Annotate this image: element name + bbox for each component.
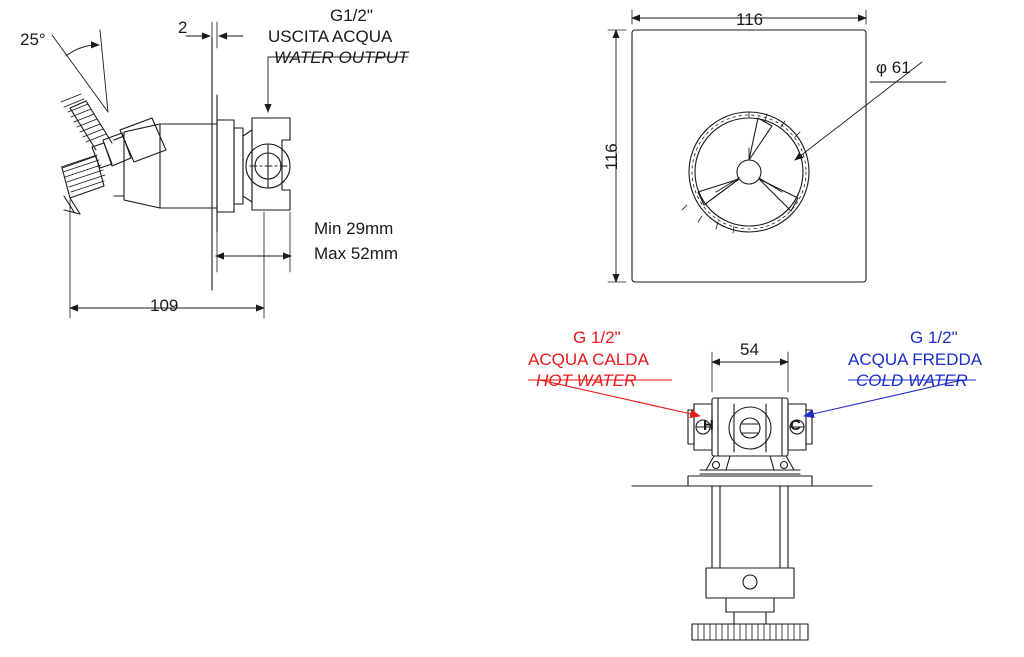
hot-thread-label: G 1/2" — [573, 328, 621, 347]
cold-label-en: COLD WATER — [856, 371, 968, 390]
outlet-label-it: USCITA ACQUA — [268, 27, 393, 46]
plate-width-label: 116 — [736, 10, 764, 29]
outlet-label-en: WATER OUTPUT — [274, 48, 409, 67]
handle-diameter-label: φ 61 — [876, 58, 911, 77]
cold-thread-label: G 1/2" — [910, 328, 958, 347]
outlet-thread-label: G1/2" — [330, 6, 373, 25]
total-length-label: 109 — [150, 296, 179, 315]
depth-min-label: Min 29mm — [314, 219, 394, 238]
front-plate-view — [608, 10, 946, 282]
depth-max-label: Max 52mm — [314, 244, 399, 263]
cold-label-it: ACQUA FREDDA — [848, 350, 983, 369]
angle-label: 25° — [20, 30, 46, 49]
hot-mark-label: H — [703, 417, 714, 434]
plate-thickness-label: 2 — [178, 18, 188, 37]
inlet-spacing-label: 54 — [740, 340, 759, 359]
hot-label-en: HOT WATER — [536, 371, 637, 390]
plate-height-label: 116 — [602, 143, 622, 171]
cold-mark-label: C — [790, 417, 801, 434]
inlet-body-view — [632, 352, 872, 640]
hot-label-it: ACQUA CALDA — [528, 350, 649, 369]
